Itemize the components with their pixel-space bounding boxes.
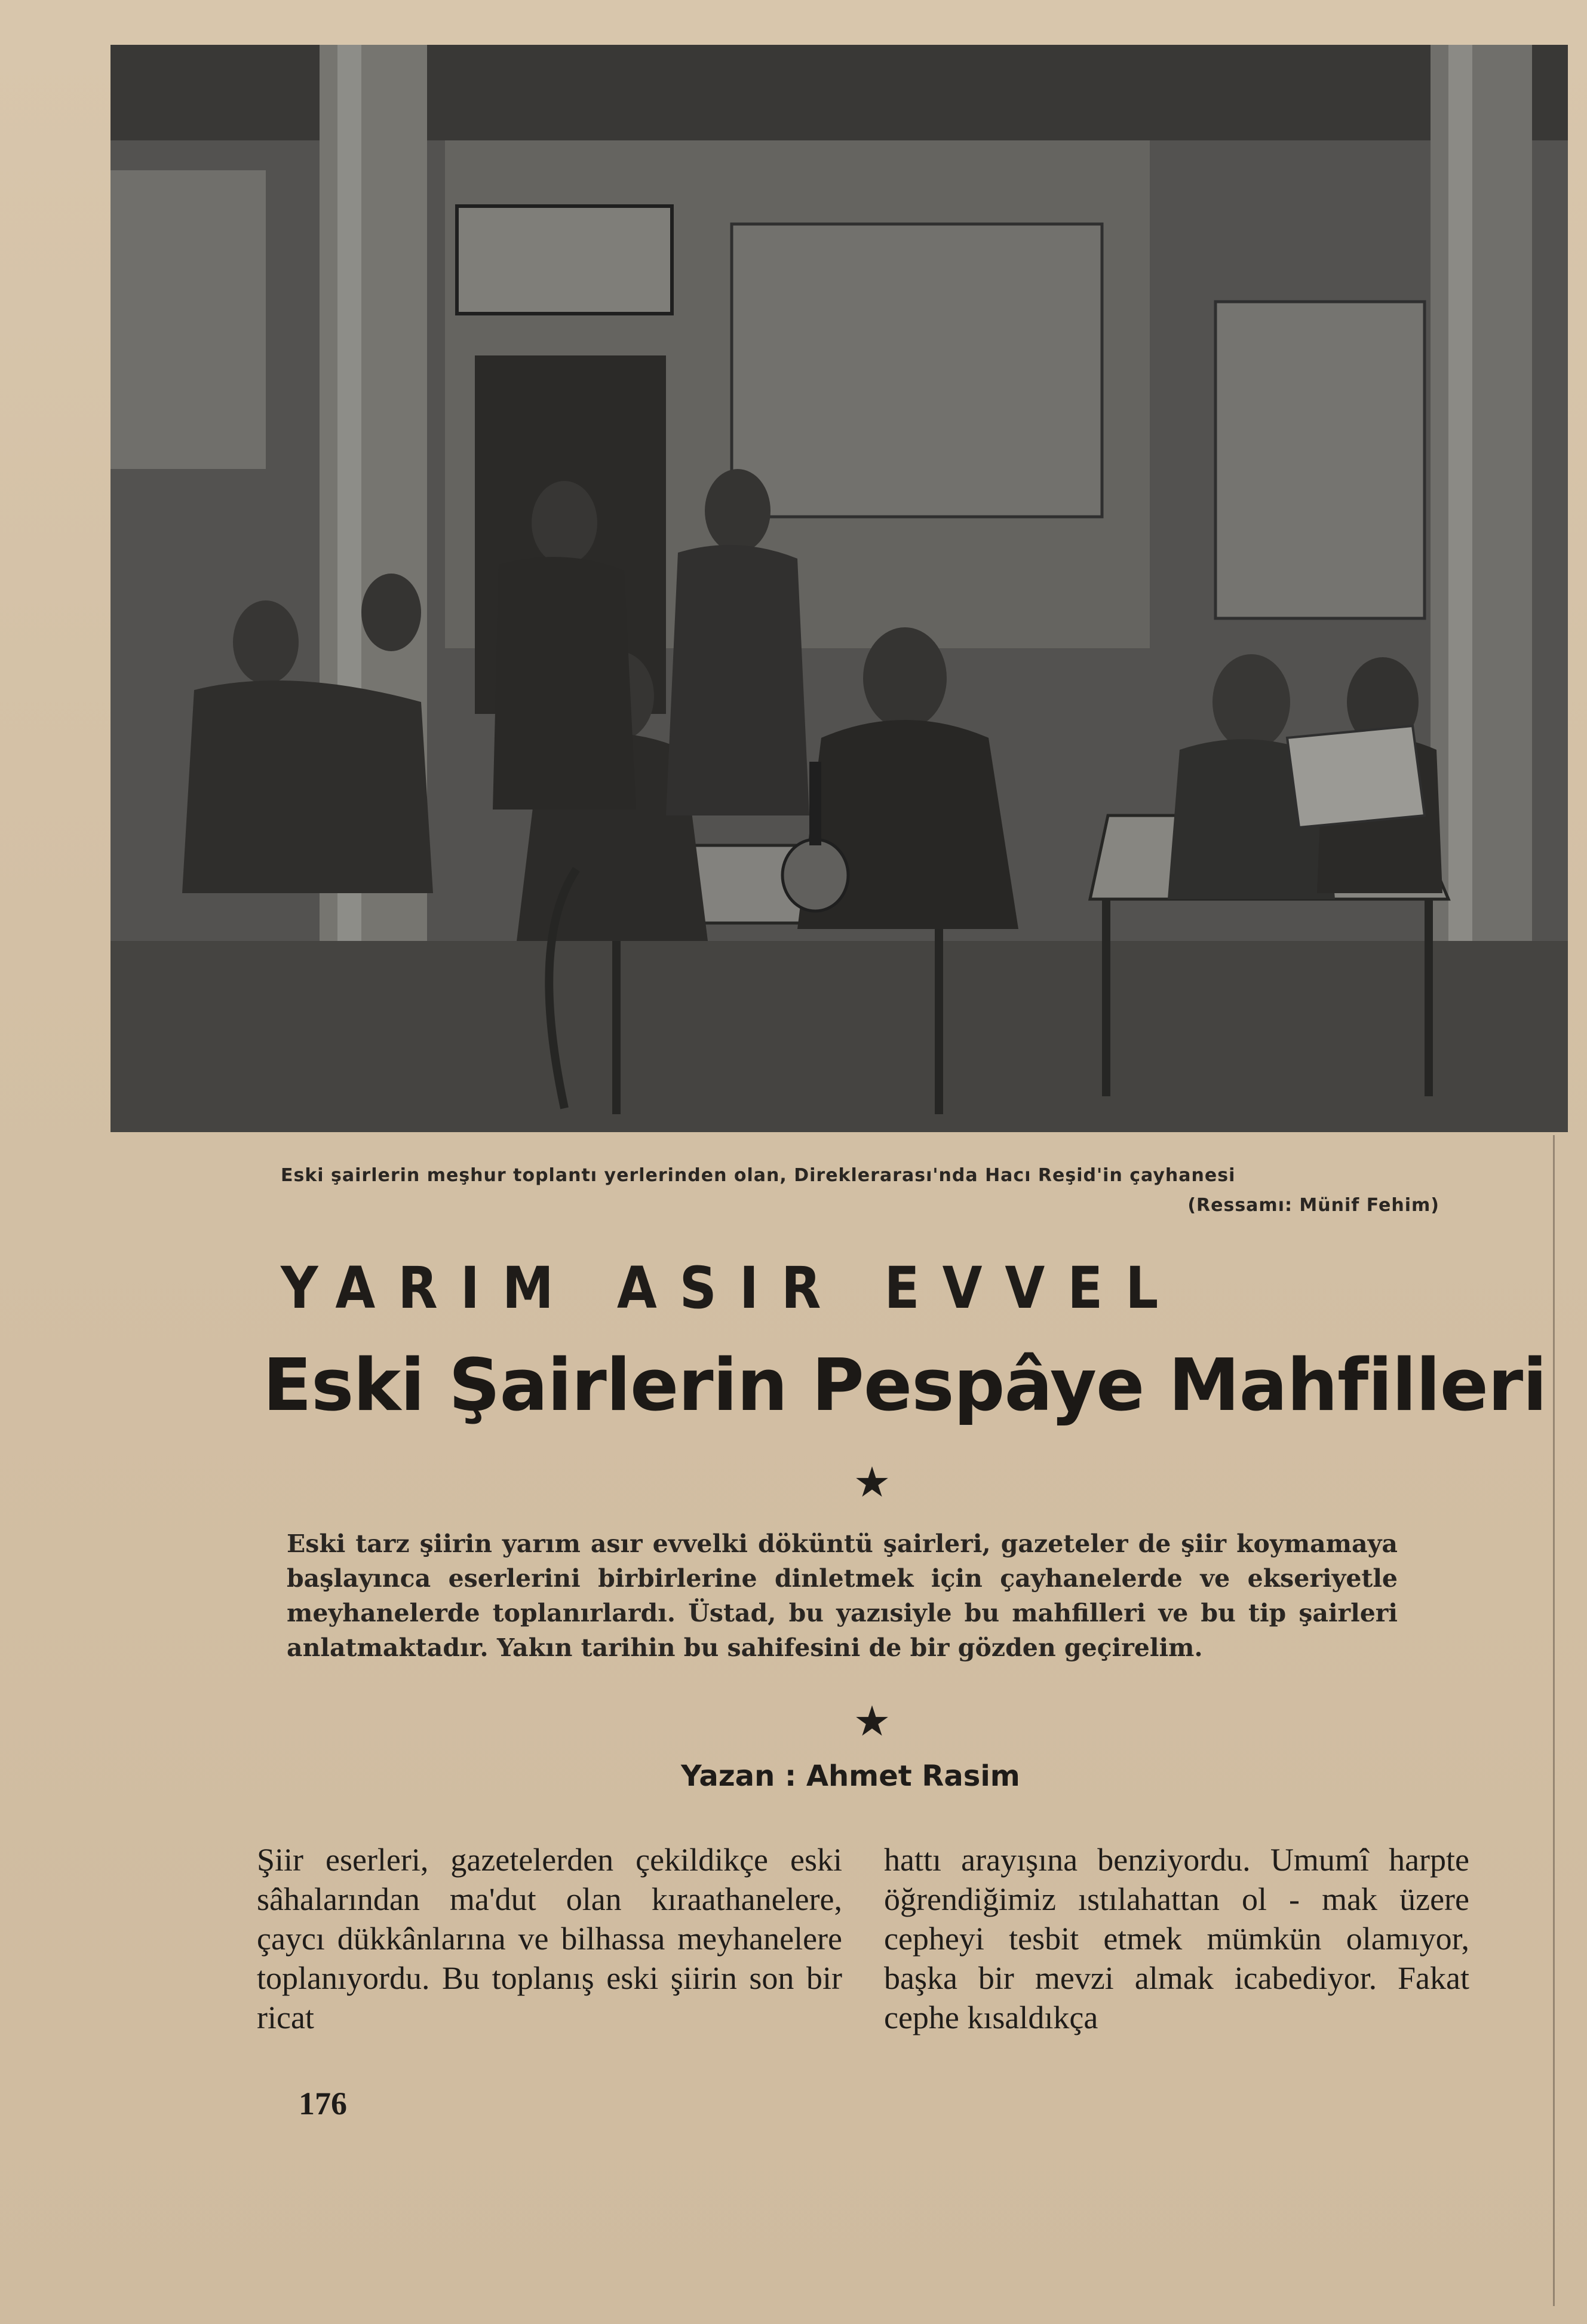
page-edge-rule xyxy=(1553,1135,1555,2306)
article-headline: Eski Şairlerin Pespâye Mahfilleri xyxy=(263,1344,1547,1427)
page-number: 176 xyxy=(299,2086,347,2121)
teahouse-illustration xyxy=(110,45,1568,1132)
article-lead: Eski tarz şiirin yarım asır evvelki döküntü şairleri, gazeteler de şiir koymamaya başlayınca eserlerini birbirlerine dinletmek için çayhanelerde ve ekseriyetle meyhanelerde toplanırlardı. Üstad, bu yazısiyle bu mahfilleri ve bu tip şairleri anlatmaktadır. Yakın tarihin bu sahifesini de bir gözden geçirelim. xyxy=(287,1529,1398,1662)
body-column-1: Şiir eserleri, gazetelerden çekildikçe eski sâhalarından ma'dut olan kıraathanelere, çaycı dükkânlarına ve bilhassa meyhanelere toplanıyordu. Bu toplanış eski şiirin son bir ricat xyxy=(257,1842,842,2035)
illustration-caption: Eski şairlerin meşhur toplantı yerlerinden olan, Direklerarası'nda Hacı Reşid'in çayhanesi xyxy=(281,1165,1236,1186)
illustration-credit: (Ressamı: Münif Fehim) xyxy=(1187,1195,1439,1216)
article-byline: Yazan : Ahmet Rasim xyxy=(681,1759,1020,1793)
article-kicker: YARIM ASIR EVVEL xyxy=(281,1255,1181,1322)
star-divider-bottom: ★ xyxy=(853,1697,891,1746)
star-divider-top: ★ xyxy=(853,1458,891,1507)
body-column-2: hattı arayışına benziyordu. Umumî harpte öğrendiğimiz ıstılahattan ol - mak üzere cepheyi tesbit etmek mümkün olamıyor, başka bir mevzi almak icabediyor. Fakat cephe kısaldıkça xyxy=(884,1842,1469,2035)
